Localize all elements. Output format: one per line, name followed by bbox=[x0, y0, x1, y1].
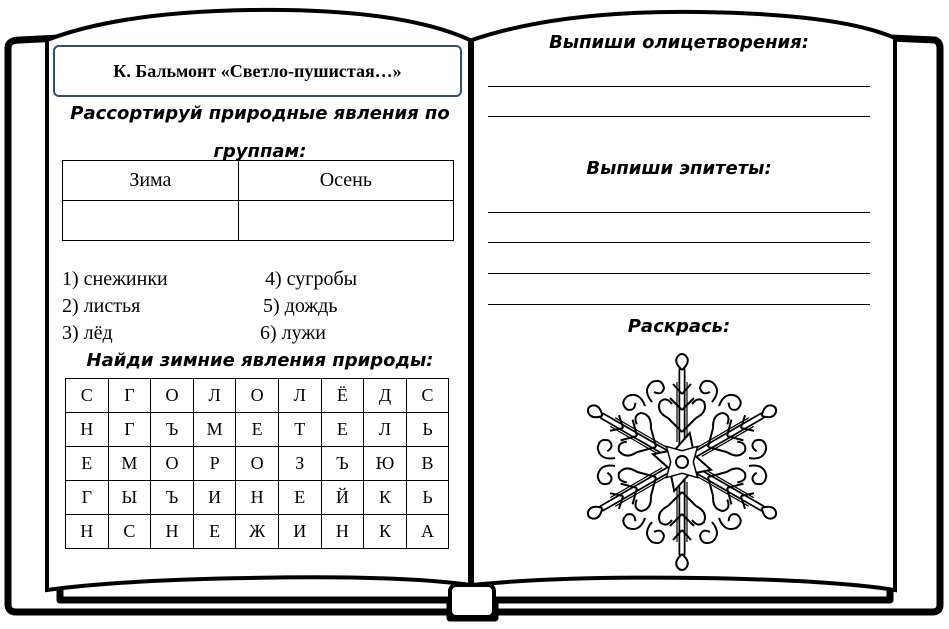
grid-cell[interactable]: К bbox=[364, 515, 407, 549]
grid-cell[interactable]: Н bbox=[236, 481, 279, 515]
answer-line[interactable] bbox=[488, 116, 870, 117]
grid-row bbox=[66, 379, 449, 413]
grid-cell[interactable]: М bbox=[193, 413, 236, 447]
grid-cell[interactable]: Н bbox=[151, 515, 194, 549]
grid-cell[interactable]: Ы bbox=[108, 481, 151, 515]
grid-cell[interactable]: Г bbox=[66, 481, 109, 515]
task-find-heading: Найди зимние явления природы: bbox=[86, 350, 434, 371]
task-epithets-heading: Выпиши эпитеты: bbox=[586, 158, 772, 179]
column-winter-header: Зима bbox=[63, 161, 239, 201]
answer-line[interactable] bbox=[488, 212, 870, 213]
grid-cell[interactable]: О bbox=[151, 379, 194, 413]
grid-cell[interactable]: Ь bbox=[406, 481, 449, 515]
grid-cell[interactable]: Л bbox=[193, 379, 236, 413]
grid-cell[interactable]: Ж bbox=[236, 515, 279, 549]
answer-line[interactable] bbox=[488, 242, 870, 243]
grid-cell[interactable]: Г bbox=[108, 413, 151, 447]
grid-cell[interactable]: Ь bbox=[406, 413, 449, 447]
grid-cell[interactable]: К bbox=[364, 481, 407, 515]
answer-line[interactable] bbox=[488, 86, 870, 87]
grid-row bbox=[66, 481, 449, 515]
sort-table bbox=[62, 160, 454, 241]
grid-cell[interactable]: О bbox=[151, 447, 194, 481]
grid-cell[interactable]: С bbox=[406, 379, 449, 413]
grid-cell[interactable]: О bbox=[236, 447, 279, 481]
grid-cell[interactable]: Е bbox=[66, 447, 109, 481]
grid-cell[interactable]: И bbox=[193, 481, 236, 515]
grid-cell[interactable]: Ю bbox=[364, 447, 407, 481]
grid-row bbox=[66, 447, 449, 481]
word-search-grid bbox=[65, 378, 449, 549]
grid-cell[interactable]: Г bbox=[108, 379, 151, 413]
word-item: 1) снежинки bbox=[62, 268, 168, 290]
grid-cell[interactable]: В bbox=[406, 447, 449, 481]
word-item: 4) сугробы bbox=[265, 268, 358, 290]
grid-cell[interactable]: Ё bbox=[321, 379, 364, 413]
word-item: 3) лёд bbox=[62, 322, 113, 344]
grid-cell[interactable]: М bbox=[108, 447, 151, 481]
answer-cell-winter[interactable] bbox=[63, 201, 239, 241]
grid-cell[interactable]: А bbox=[406, 515, 449, 549]
grid-cell[interactable]: Ъ bbox=[321, 447, 364, 481]
grid-cell[interactable]: И bbox=[278, 515, 321, 549]
grid-cell[interactable]: Н bbox=[66, 515, 109, 549]
answer-line[interactable] bbox=[488, 304, 870, 305]
grid-cell[interactable]: Ъ bbox=[151, 481, 194, 515]
answer-line[interactable] bbox=[488, 273, 870, 274]
grid-cell[interactable]: О bbox=[236, 379, 279, 413]
grid-cell[interactable]: З bbox=[278, 447, 321, 481]
grid-cell[interactable]: Д bbox=[364, 379, 407, 413]
word-item: 5) дождь bbox=[263, 295, 338, 317]
grid-cell[interactable]: Е bbox=[236, 413, 279, 447]
grid-cell[interactable]: Ъ bbox=[151, 413, 194, 447]
task-color-heading: Раскрась: bbox=[627, 316, 731, 337]
grid-cell[interactable]: Е bbox=[321, 413, 364, 447]
grid-cell[interactable]: Л bbox=[364, 413, 407, 447]
grid-row bbox=[66, 413, 449, 447]
grid-cell[interactable]: Е bbox=[278, 481, 321, 515]
grid-row bbox=[66, 515, 449, 549]
grid-cell[interactable]: Р bbox=[193, 447, 236, 481]
title-box: К. Бальмонт «Светло-пушистая…» bbox=[53, 45, 462, 97]
grid-cell[interactable]: Й bbox=[321, 481, 364, 515]
grid-cell[interactable]: Н bbox=[321, 515, 364, 549]
grid-cell[interactable]: С bbox=[108, 515, 151, 549]
grid-cell[interactable]: Е bbox=[193, 515, 236, 549]
grid-cell[interactable]: Л bbox=[278, 379, 321, 413]
answer-cell-autumn[interactable] bbox=[238, 201, 453, 241]
grid-cell[interactable]: Т bbox=[278, 413, 321, 447]
column-autumn-header: Осень bbox=[238, 161, 453, 201]
task-personification-heading: Выпиши олицетворения: bbox=[549, 32, 809, 53]
grid-cell[interactable]: Н bbox=[66, 413, 109, 447]
word-item: 2) листья bbox=[62, 295, 141, 317]
task-sort-heading: Рассортируй природные явления по группам: bbox=[70, 103, 450, 162]
word-item: 6) лужи bbox=[260, 322, 326, 344]
grid-cell[interactable]: С bbox=[66, 379, 109, 413]
snowflake-icon[interactable] bbox=[582, 350, 782, 575]
